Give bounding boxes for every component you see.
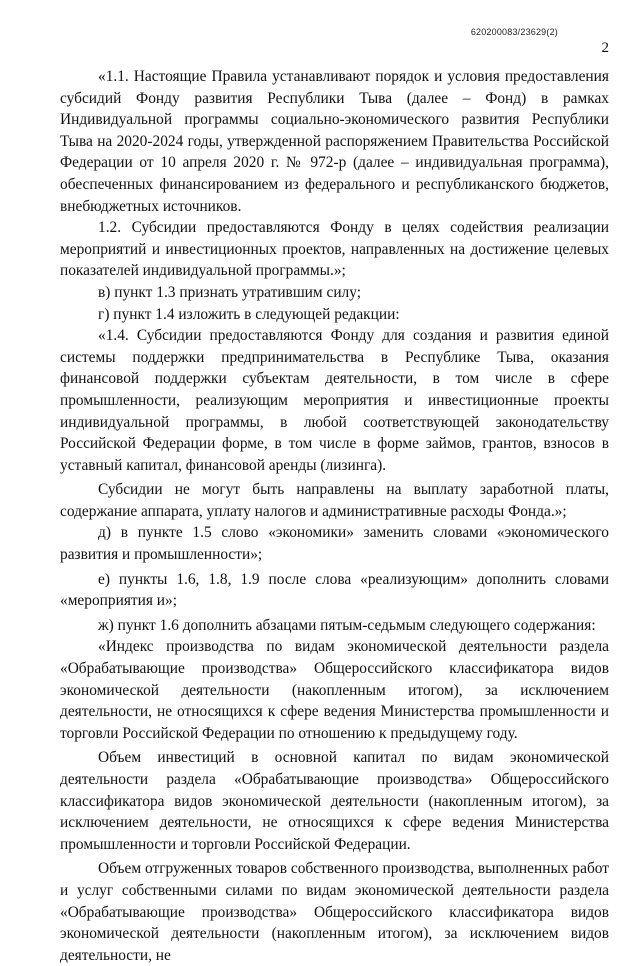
paragraph-rule-1-1: «1.1. Настоящие Правила устанавливают порядок и условия предоставления субсидий Фонду развития Республики Тыва (далее – Фонд) в рамках Индивидуальной программы социально-экономического развития Республики Тыва на 2020-2024 годы, утвержденной распоряжением Правительства Российской Федерации от 10 апреля 2020 г. № 972-р (далее – индивидуальная программа), обеспеченных финансированием из федерального и республиканского бюджетов, внебюджетных источников.	[60, 68, 609, 215]
paragraph-item-d: д) в пункте 1.5 слово «экономики» заменить словами «экономического развития и промышленности»;	[60, 524, 609, 564]
paragraph-subsidy-restriction: Субсидии не могут быть направлены на выплату заработной платы, содержание аппарата, уплату налогов и административные расходы Фонда.»;	[60, 481, 609, 520]
paragraph-item-v: в) пункт 1.3 признать утратившим силу;	[98, 283, 362, 301]
paragraph-investment-volume: Объем инвестиций в основной капитал по видам экономической деятельности раздела «Обрабатывающие производства» Общероссийского классификатора видов экономической деятельности (накопленным итогом), за исключением деятельности, не относящихся к сфере ведения Министерства промышленности и торговли Российской Федерации.	[60, 749, 609, 853]
paragraph-item-zh: ж) пункт 1.6 дополнить абзацами пятым-седьмым следующего содержания:	[98, 616, 596, 634]
paragraph-item-e: е) пункты 1.6, 1.8, 1.9 после слова «реализующим» дополнить словами «мероприятия и»;	[60, 570, 609, 610]
document-id: 620200083/23629(2)	[470, 27, 558, 37]
paragraph-item-g: г) пункт 1.4 изложить в следующей редакции:	[98, 305, 400, 323]
page-number: 2	[601, 40, 609, 56]
document-body	[60, 66, 609, 966]
paragraph-shipped-goods-volume: Объем отгруженных товаров собственного производства, выполненных работ и услуг собственными силами по видам экономической деятельности раздела «Обрабатывающие производства» Общероссийского классификатора видов экономической деятельности (накопленным итогом), за исключением видов деятельности, не	[60, 860, 609, 964]
paragraph-rule-1-4: «1.4. Субсидии предоставляются Фонду для создания и развития единой системы поддержки предпринимательства в Республике Тыва, оказания финансовой поддержки субъектам деятельности, в том числе в сфере промышленности, реализующим мероприятия и инвестиционные проекты индивидуальной программы, в любой соответствующей законодательству Российской Федерации форме, в том числе в форме займов, грантов, взносов в уставный капитал, финансовой аренды (лизинга).	[60, 327, 609, 474]
paragraph-rule-1-2: 1.2. Субсидии предоставляются Фонду в целях содействия реализации мероприятий и инвестиционных проектов, направленных на достижение целевых показателей индивидуальной программы.»;	[60, 219, 609, 280]
paragraph-production-index: «Индекс производства по видам экономической деятельности раздела «Обрабатывающие производства» Общероссийского классификатора видов экономической деятельности (накопленным итогом), за исключением деятельности, не относящихся к сфере ведения Министерства промышленности и торговли Российской Федерации по отношению к предыдущему году.	[60, 638, 609, 742]
